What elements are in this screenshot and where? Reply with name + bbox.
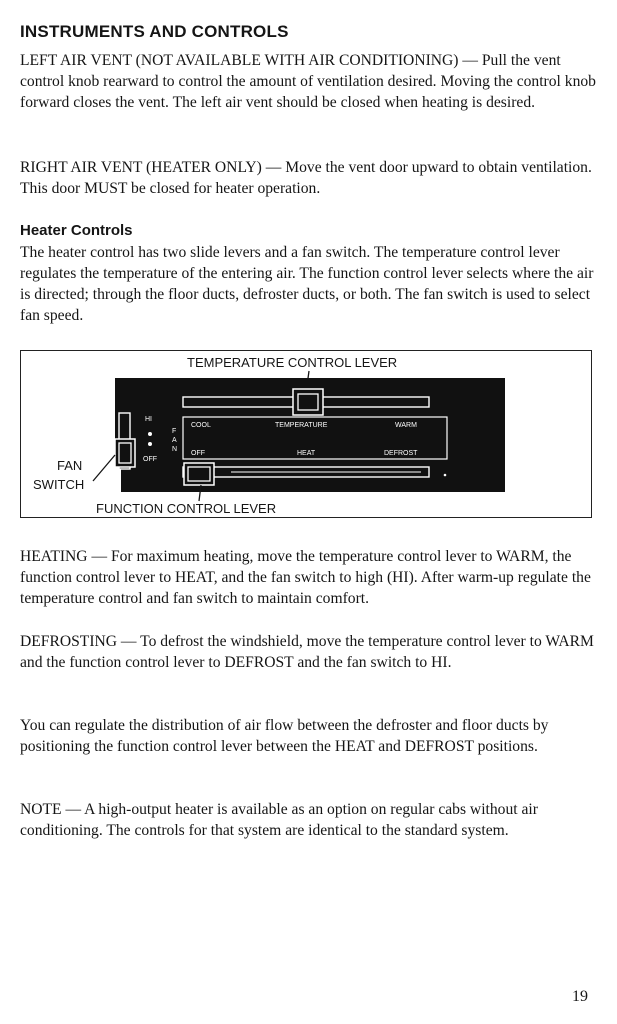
temperature-label: TEMPERATURE bbox=[275, 422, 328, 429]
defrosting-paragraph: DEFROSTING — To defrost the windshield, move the temperature control lever to WARM and the function control lever to DEFROST and the fan switch to HI. bbox=[20, 633, 594, 671]
fan-speed-dot-1 bbox=[148, 432, 152, 436]
heat-label: HEAT bbox=[297, 450, 316, 457]
note-paragraph: NOTE — A high-output heater is available as an option on regular cabs without air conditioning. The controls for that system are identical to the standard system. bbox=[20, 801, 538, 839]
air-distribution-paragraph: You can regulate the distribution of air flow between the defroster and floor ducts by positioning the function control lever between the HEAT and DEFROST positions. bbox=[20, 717, 549, 755]
fan-letter-a: A bbox=[172, 437, 177, 444]
off-label: OFF bbox=[191, 450, 205, 457]
fan-switch-knob-inner bbox=[119, 443, 131, 463]
heating-paragraph: HEATING — For maximum heating, move the temperature control lever to WARM, the function control lever to HEAT, and the fan switch to high (HI). After warm-up regulate the temperature control and fan switch to maintain comfort. bbox=[20, 548, 591, 607]
heater-control-diagram bbox=[20, 350, 592, 518]
page-number: 19 bbox=[572, 988, 588, 1005]
temperature-lever-knob-inner bbox=[298, 394, 318, 410]
left-air-vent-paragraph: LEFT AIR VENT (NOT AVAILABLE WITH AIR CONDITIONING) — Pull the vent control knob rearward to control the amount of ventilation desired. Moving the control knob forward closes the vent. The left air vent should be closed when heating is desired. bbox=[20, 52, 596, 111]
function-slider-dot bbox=[444, 474, 447, 477]
switch-label: SWITCH bbox=[33, 477, 85, 492]
cool-label: COOL bbox=[191, 422, 211, 429]
function-lever-knob-inner bbox=[188, 467, 210, 481]
warm-label: WARM bbox=[395, 422, 417, 429]
fan-label: FAN bbox=[57, 458, 83, 473]
temperature-control-lever-label: TEMPERATURE CONTROL LEVER bbox=[187, 355, 398, 370]
fan-hi-label: HI bbox=[145, 416, 152, 423]
right-air-vent-paragraph: RIGHT AIR VENT (HEATER ONLY) — Move the vent door upward to obtain ventilation. This door MUST be closed for heater operation. bbox=[20, 159, 592, 197]
fan-letter-n: N bbox=[172, 446, 178, 453]
heater-controls-paragraph: The heater control has two slide levers and a fan switch. The temperature control lever regulates the temperature of the entering air. The function control lever selects where the air is directed; through the floor ducts, defroster ducts, or both. The fan switch is used to select fan speed. bbox=[20, 244, 594, 324]
function-control-lever-label: FUNCTION CONTROL LEVER bbox=[96, 501, 277, 516]
heater-controls-heading: Heater Controls bbox=[20, 222, 133, 239]
fan-letter-f: F bbox=[172, 428, 177, 435]
page-title: INSTRUMENTS AND CONTROLS bbox=[20, 22, 289, 41]
defrost-label: DEFROST bbox=[384, 450, 418, 457]
fan-speed-dot-2 bbox=[148, 442, 152, 446]
fan-off-label: OFF bbox=[143, 456, 157, 463]
